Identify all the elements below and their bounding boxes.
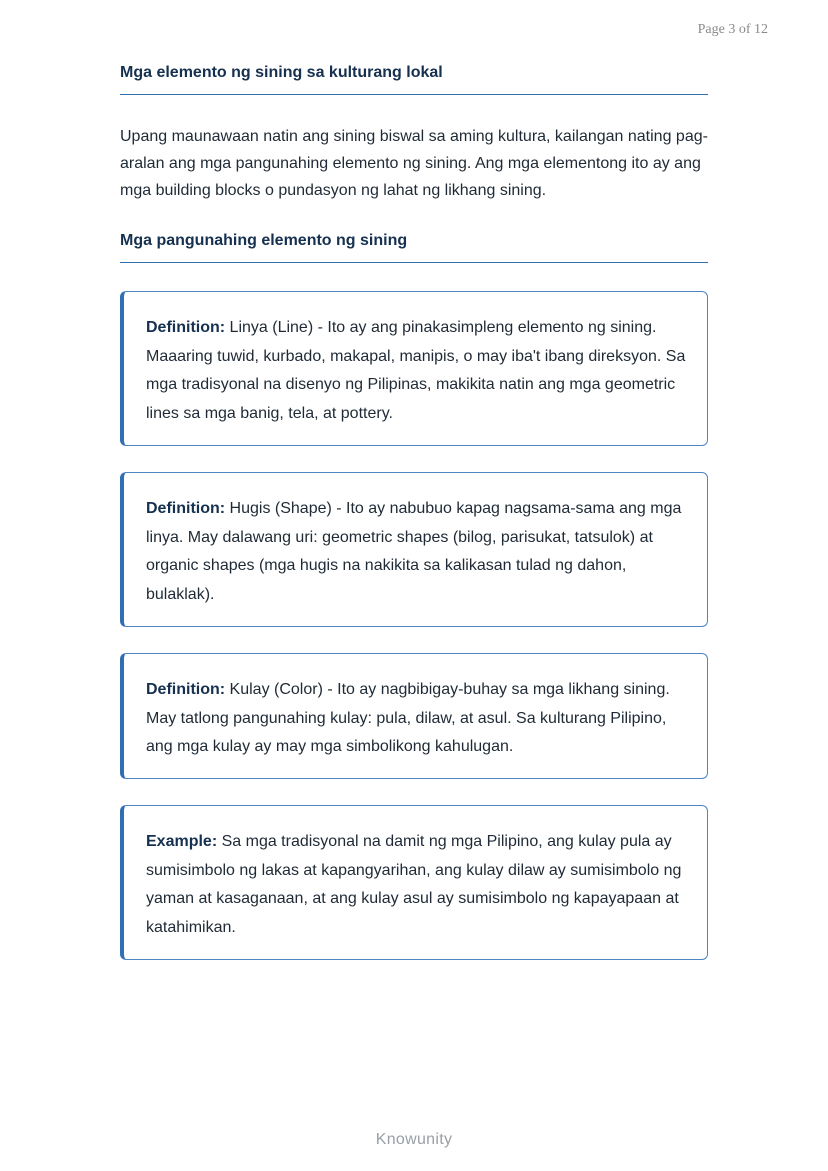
card-label: Example:: [146, 833, 222, 850]
definition-card-line: [120, 291, 708, 446]
footer-brand: Knowunity: [375, 1131, 453, 1148]
page-number: Page 3 of 12: [697, 22, 768, 37]
card-text: Sa mga tradisyonal na damit ng mga Pilipino, ang kulay pula ay sumisimbolo ng lakas at kapangyarihan, ang kulay dilaw ay sumisimbolo ng yaman at kasaganaan, at ang kulay asul ay sumisimbolo ng kapayapaan at katahimikan.: [146, 833, 682, 936]
definition-card-color: [120, 653, 708, 779]
card-text: Linya (Line) - Ito ay ang pinakasimpleng elemento ng sining. Maaaring tuwid, kurbado, makapal, manipis, o may iba't ibang direksyon. Sa mga tradisyonal na disenyo ng Pilipinas, makikita natin ang mga geometric lines sa mga banig, tela, at pottery.: [146, 319, 686, 422]
intro-paragraph: Upang maunawaan natin ang sining biswal sa aming kultura, kailangan nating pag-aralan ang mga pangunahing elemento ng sining. Ang mga elementong ito ay ang mga building blocks o pundasyon ng lahat ng likhang sining.: [120, 128, 708, 199]
section-heading-elements-local-culture: Mga elemento ng sining sa kulturang lokal: [120, 64, 708, 95]
section-heading-main-elements: Mga pangunahing elemento ng sining: [120, 232, 708, 263]
definition-card-shape: [120, 472, 708, 627]
card-text: Kulay (Color) - Ito ay nagbibigay-buhay sa mga likhang sining. May tatlong pangunahing kulay: pula, dilaw, at asul. Sa kulturang Pilipino, ang mga kulay ay may mga simbolikong kahulugan.: [146, 681, 670, 755]
card-label: Definition:: [146, 319, 230, 336]
example-card-color-symbolism: [120, 805, 708, 960]
card-text: Hugis (Shape) - Ito ay nabubuo kapag nagsama-sama ang mga linya. May dalawang uri: geometric shapes (bilog, parisukat, tatsulok) at organic shapes (mga hugis na nakikita sa kalikasan tulad ng dahon, bulaklak).: [146, 500, 682, 603]
card-label: Definition:: [146, 681, 230, 698]
card-label: Definition:: [146, 500, 230, 517]
